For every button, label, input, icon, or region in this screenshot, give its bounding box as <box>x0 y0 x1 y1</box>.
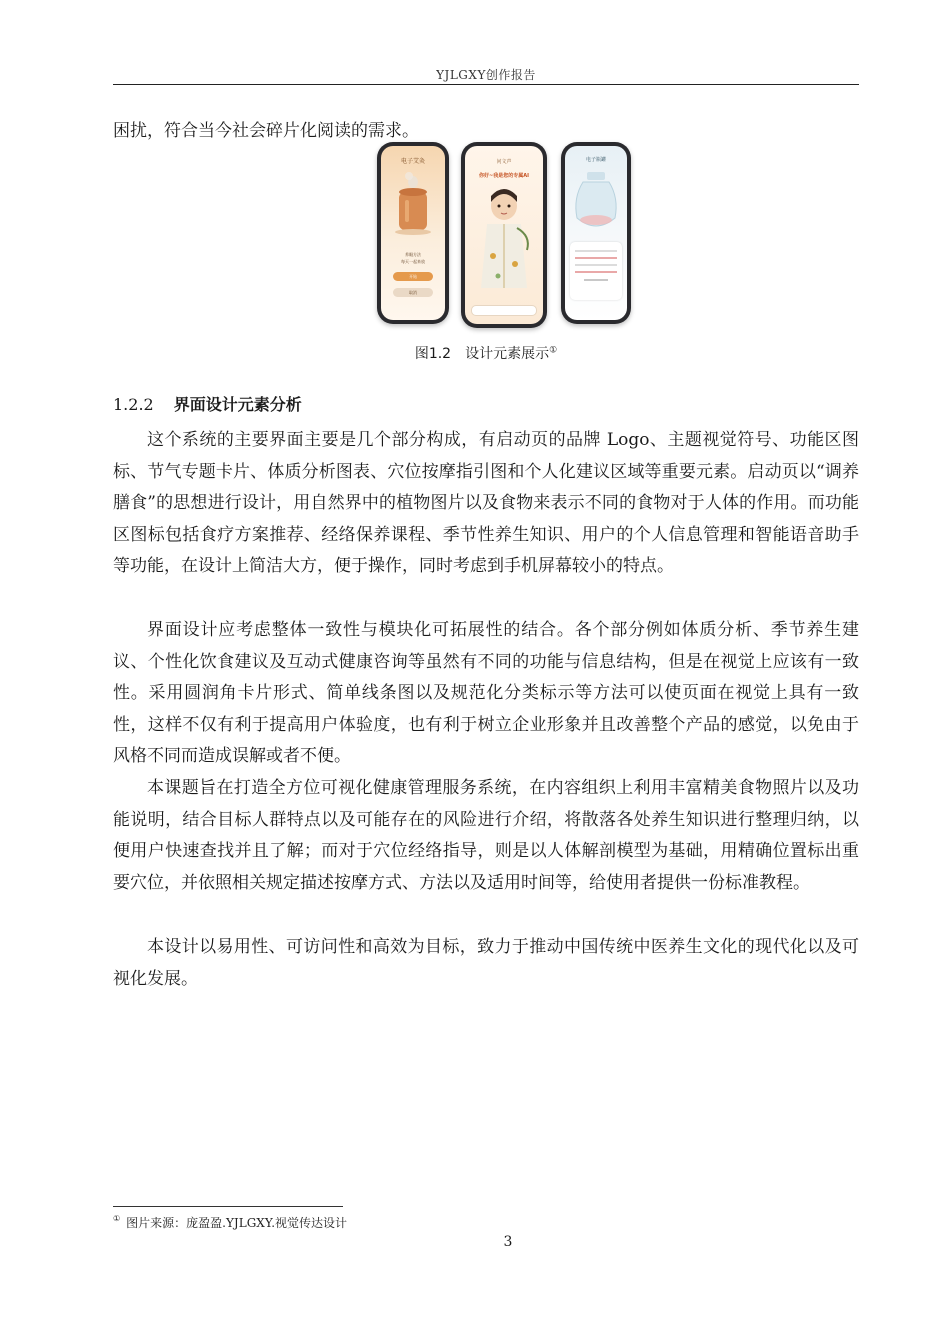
caption-footnote-mark: ① <box>549 345 558 356</box>
phone-mockup-jar <box>561 142 631 324</box>
phone-screen <box>565 146 627 320</box>
cancel-button: 取消 <box>393 288 433 297</box>
phone-screen <box>465 146 543 324</box>
footnote-text: 图片来源：庞盈盈.YJLGXY.视觉传达设计 <box>126 1216 348 1230</box>
figure-caption <box>113 343 859 363</box>
start-button: 开始 <box>393 272 433 281</box>
phone-screen <box>381 146 445 320</box>
phone-line-2: 每天一起来放 <box>401 259 425 264</box>
ai-doctor-character-illustration <box>465 184 543 294</box>
footnote-mark: ① <box>113 1214 121 1223</box>
info-card <box>570 242 622 300</box>
section-title: 界面设计元素分析 <box>173 395 302 414</box>
design-elements-figure <box>373 142 635 328</box>
running-header: YJLGXY创作报告 <box>436 68 536 82</box>
phone-mockup-moxa <box>377 142 449 324</box>
body-paragraph: 本课题旨在打造全方位可视化健康管理服务系统，在内容组织上利用丰富精美食物照片以及功能说明，结合目标人群特点以及可能存在的风险进行介绍，将散落各处养生知识进行整理归纳，以便用户快速查找并且了解；而对于穴位经络指导，则是以人体解剖模型为基础，用精确位置标出重要穴位，并依照相关规定描述按摩方式、方法以及适用时间等，给使用者提供一份标准教程。 <box>113 778 859 893</box>
glass-jar-illustration <box>565 168 627 236</box>
caption-text: 图1.2 设计元素展示 <box>414 346 550 362</box>
footnote <box>113 1214 347 1231</box>
header-rule <box>113 84 859 85</box>
phone-line-1: 养眼方法 <box>405 252 421 257</box>
footnote-rule <box>113 1206 343 1207</box>
page-number: 3 <box>503 1234 513 1250</box>
phone-title: 电子艾灸 <box>400 158 425 165</box>
moxa-cylinder-illustration <box>381 172 445 242</box>
phone-mockup-ai <box>461 142 547 328</box>
ai-headline: 你好~我是您的专属AI <box>479 173 529 179</box>
phone-title: 电子瓶罐 <box>585 157 606 163</box>
section-heading <box>113 392 302 415</box>
intro-line: 困扰，符合当今社会碎片化阅读的需求。 <box>113 121 419 141</box>
section-number: 1.2.2 <box>113 395 154 414</box>
body-paragraph: 界面设计应考虑整体一致性与模块化可拓展性的结合。各个部分例如体质分析、季节养生建议、个性化饮食建议及互动式健康咨询等虽然有不同的功能与信息结构，但是在视觉上应该有一致性。采用圆润角卡片形式、简单线条图以及规范化分类标示等方法可以使页面在视觉上具有一致性，这样不仅有利于提高用户体验度，也有利于树立企业形象并且改善整个产品的感觉，以免由于风格不同而造成误解或者不便。 <box>113 620 859 766</box>
body-paragraph: 这个系统的主要界面主要是几个部分构成，有启动页的品牌 Logo、主题视觉符号、功能区图标、节气专题卡片、体质分析图表、穴位按摩指引图和个人化建议区域等重要元素。启动页以“调养膳食”的思想进行设计，用自然界中的植物图片以及食物来表示不同的食物对于人体的作用。而功能区图标包括食疗方案推荐、经络保养课程、季节性养生知识、用户的个人信息管理和智能语音助手等功能，在设计上简洁大方，便于操作，同时考虑到手机屏幕较小的特点。 <box>113 430 859 576</box>
chat-input-bar <box>471 305 537 316</box>
body-paragraph: 本设计以易用性、可访问性和高效为目标，致力于推动中国传统中医养生文化的现代化以及可视化发展。 <box>113 937 859 989</box>
phone-title: 问文声 <box>496 159 512 165</box>
